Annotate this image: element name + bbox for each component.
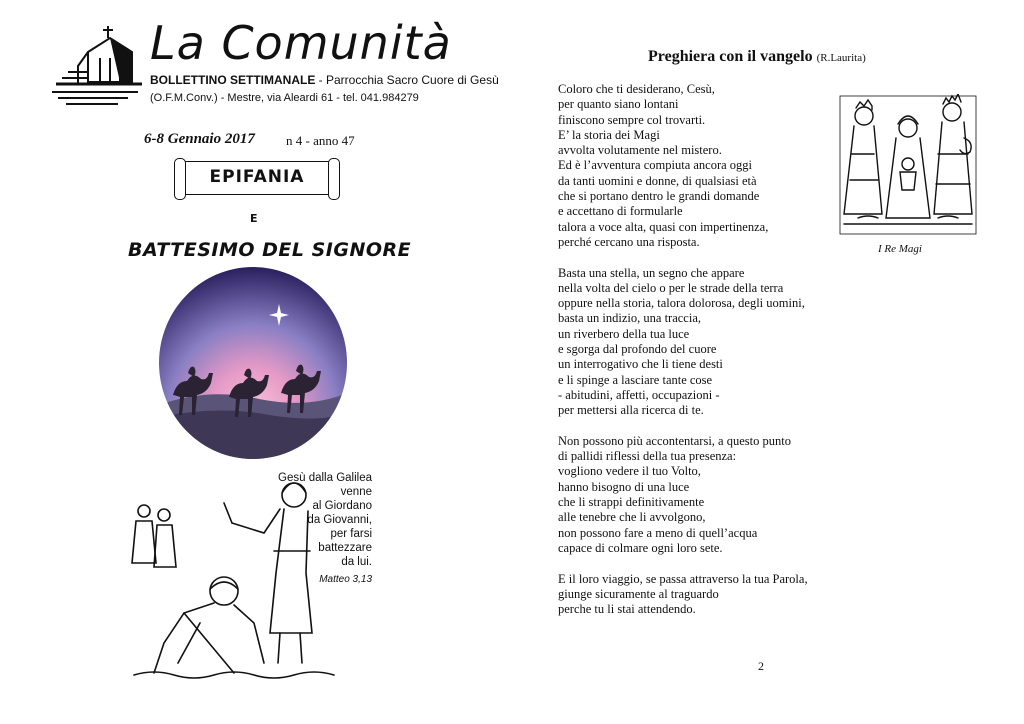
caption-line: per farsi — [330, 528, 372, 540]
poem-line: per quanto siano lontani — [558, 97, 679, 112]
poem-line: vogliono vedere il tuo Volto, — [558, 464, 701, 479]
poem-line: Non possono più accontentarsi, a questo punto — [558, 433, 791, 448]
poem-line: hanno bisogno di una luce — [558, 479, 690, 494]
caption-line: battezzare — [318, 542, 372, 554]
caption-line: Gesù dalla Galilea — [278, 472, 372, 484]
poem-line: - abitudini, affetti, occupazioni - — [558, 387, 720, 402]
epifania-banner — [174, 158, 340, 200]
stanza-3 — [558, 434, 848, 556]
poem-line: E il loro viaggio, se passa attraverso la tua Parola, — [558, 571, 808, 586]
banner-text: EPIFANIA — [209, 167, 305, 187]
feast-subtitle: BATTESIMO DEL SIGNORE — [128, 239, 412, 261]
poem-line: e accettano di formularle — [558, 204, 683, 219]
magi-caption: I Re Magi — [878, 243, 922, 255]
baptism-illustration — [124, 463, 380, 683]
magi-desert-illustration — [159, 267, 347, 459]
page-number: 2 — [758, 659, 764, 673]
caption-line: al Giordano — [312, 500, 372, 512]
poem-line: E’ la storia dei Magi — [558, 127, 660, 142]
poem-line: che si portano dentro le grandi domande — [558, 189, 760, 204]
three-kings-illustration — [838, 94, 978, 236]
poem-line: basta un indizio, una traccia, — [558, 311, 701, 326]
poem-line: finiscono sempre col trovarti. — [558, 112, 706, 127]
baptism-caption — [252, 471, 372, 587]
poem-line: non possono fare a meno di quell’acqua — [558, 525, 758, 540]
caption-line: da lui. — [341, 556, 372, 568]
poem-line: di pallidi riflessi della tua presenza: — [558, 449, 737, 464]
poem-line: un interrogativo che li tiene desti — [558, 357, 723, 372]
church-logo-icon — [48, 22, 144, 108]
conjunction-text: E — [250, 212, 258, 225]
poem-line: perché cercano una risposta. — [558, 234, 700, 249]
poem-line: per mettersi alla ricerca di te. — [558, 403, 704, 418]
masthead-subtitle — [150, 73, 499, 87]
poem-line: nella volta del cielo o per le strade della terra — [558, 280, 784, 295]
poem-line: Coloro che ti desiderano, Cesù, — [558, 82, 715, 96]
poem-line: da tanti uomini e donne, di qualsiasi età — [558, 173, 757, 188]
prayer-text — [558, 82, 848, 633]
stanza-2 — [558, 266, 848, 419]
poem-line: Ed è l’avventura compiuta ancora oggi — [558, 158, 753, 173]
poem-line: un riverbero della tua luce — [558, 326, 690, 341]
poem-line: talora a voce alta, quasi con impertinenza, — [558, 219, 769, 234]
poem-line: che li strappi definitivamente — [558, 495, 705, 510]
caption-reference: Matteo 3,13 — [319, 574, 372, 585]
masthead-title: La Comunità — [150, 16, 452, 70]
masthead-parish-label: - Parrocchia Sacro Cuore di Gesù — [315, 73, 499, 87]
caption-line: venne — [340, 486, 372, 498]
stanza-4 — [558, 572, 848, 618]
stanza-1 — [558, 82, 848, 250]
prayer-title — [648, 48, 866, 66]
prayer-author: (R.Laurita) — [816, 52, 866, 64]
poem-line: e sgorga dal profondo del cuore — [558, 342, 717, 357]
poem-line: avvolta volutamente nel mistero. — [558, 143, 722, 158]
prayer-title-text: Preghiera con il vangelo — [648, 48, 813, 65]
masthead-address: (O.F.M.Conv.) - Mestre, via Aleardi 61 - tel. 041.984279 — [150, 92, 419, 104]
poem-line: Basta una stella, un segno che appare — [558, 265, 745, 280]
issue-date: 6-8 Gennaio 2017 — [144, 131, 255, 147]
poem-line: capace di colmare ogni loro sete. — [558, 540, 723, 555]
poem-line: perche tu li stai attendendo. — [558, 602, 696, 617]
poem-line: alle tenebre che li avvolgono, — [558, 510, 706, 525]
poem-line: oppure nella storia, talora dolorosa, degli uomini, — [558, 296, 805, 311]
issue-number: n 4 - anno 47 — [286, 133, 355, 148]
caption-line: da Giovanni, — [307, 514, 372, 526]
poem-line: e li spinge a lasciare tante cose — [558, 372, 713, 387]
masthead-bulletin-label: BOLLETTINO SETTIMANALE — [150, 73, 316, 87]
poem-line: giunge sicuramente al traguardo — [558, 586, 719, 601]
